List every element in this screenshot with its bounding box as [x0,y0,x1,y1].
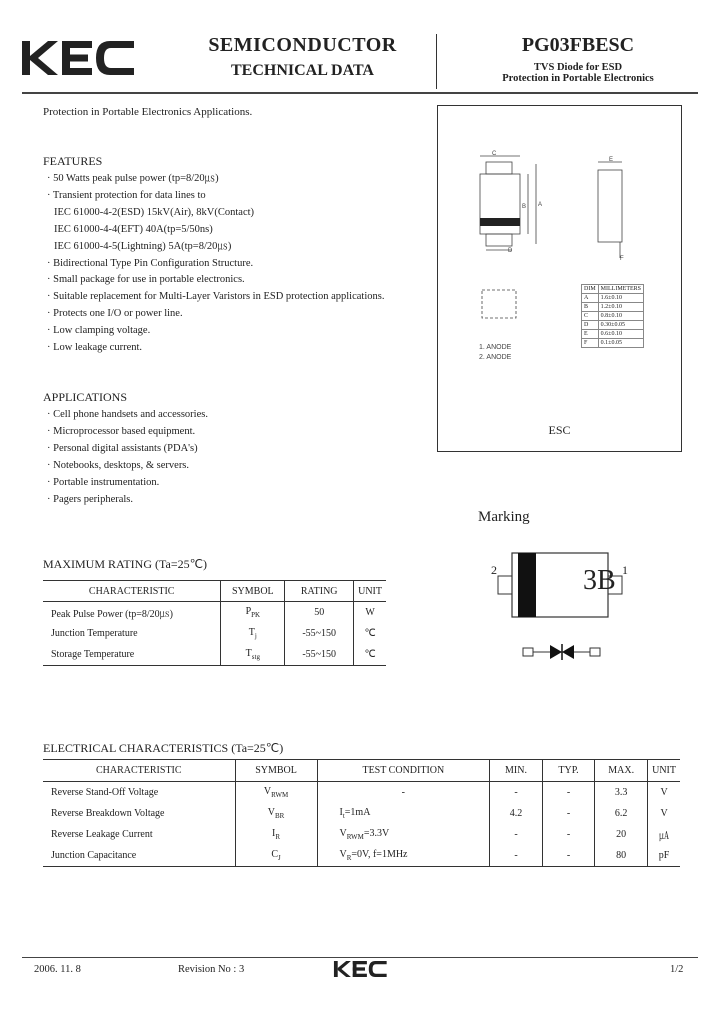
column-header: TEST CONDITION [317,760,490,782]
cell-symbol [235,803,317,824]
column-header: MAX. [595,760,648,782]
cell-min: - [490,845,543,867]
dim-label-a: A [538,202,543,208]
column-header: CHARACTERISTIC [43,581,221,602]
dim-key: F [582,339,599,348]
elec-heading: ELECTRICAL CHARACTERISTICS (Ta=25℃) [43,741,284,755]
features-list [47,171,384,357]
cell-max: 80 [595,845,648,867]
dim-key: A [582,294,599,303]
feature-item: · 50 Watts peak pulse power (tp=8/20㎲) [47,173,219,184]
cell-characteristic: Storage Temperature [43,644,221,666]
package-name: ESC [548,423,571,437]
marking-pin-left: 2 [491,563,497,577]
condition-sub: t [342,812,345,820]
feature-item: · Bidirectional Type Pin Configuration Structure. [47,257,254,269]
dim-value: 0.30±0.05 [598,321,643,330]
header-rule [22,92,698,94]
cell-characteristic: Reverse Leakage Current [51,829,153,840]
table-header-row [43,760,680,782]
column-header: UNIT [648,760,680,782]
features-heading: FEATURES [43,154,103,168]
part-number: PG03FBESC [521,34,635,56]
dim-value: 1.2±0.10 [598,303,643,312]
symbol-sub: RWM [271,791,289,799]
cell-symbol [221,644,285,666]
cell-unit: pF [648,845,680,867]
feature-item: · Low leakage current. [47,342,143,354]
symbol-sub: J [278,854,281,862]
feature-item: IEC 61000-4-4(EFT) 40A(tp=5/50ns) [54,223,213,235]
dim-label-d: D [508,248,513,254]
dim-label-e: E [609,157,614,163]
table-row [43,623,386,644]
cell-max: 3.3 [595,782,648,804]
cell-characteristic: Reverse Stand-Off Voltage [51,787,159,798]
condition-rest: =1mA [344,807,371,818]
condition-rest: =3.3V [363,828,390,839]
footer-date: 2006. 11. 8 [34,964,81,975]
feature-item: · Transient protection for data lines to [47,189,206,201]
max-rating-table [43,580,386,666]
symbol-main: V [263,786,272,797]
dim-label-f: F [620,256,624,262]
symbol-sub: BR [274,812,285,820]
footer-page: 1/2 [670,964,684,975]
footer-rule [22,957,698,958]
applications-heading: APPLICATIONS [43,390,128,404]
header-divider [436,34,437,89]
feature-item: · Protects one I/O or power line. [47,308,183,320]
application-item: · Cell phone handsets and accessories. [47,409,208,420]
application-item: · Personal digital assistants (PDA's) [47,442,198,454]
column-header: RATING [285,581,354,602]
cell-rating: -55~150 [285,623,354,644]
table-row [43,602,386,624]
feature-item: · Small package for use in portable electronics. [47,274,245,286]
cell-min: - [490,782,543,804]
header-subtitle: TECHNICAL DATA [231,62,374,79]
symbol-sub: stg [251,653,260,661]
kec-logo [22,38,137,80]
cell-characteristic: Reverse Breakdown Voltage [51,808,165,819]
feature-item: · Low clamping voltage. [47,325,151,337]
pin-legend [479,343,511,363]
cell-condition [317,845,490,867]
cell-unit: ℃ [354,644,386,666]
cell-max: 20 [595,824,648,845]
dim-header: MILLIMETERS [598,285,643,294]
column-header: SYMBOL [221,581,285,602]
cell-symbol [221,602,285,624]
footer-kec-logo [333,961,389,977]
column-header: CHARACTERISTIC [43,760,235,782]
pin-1-label: 1. ANODE [479,344,512,351]
table-row [43,824,680,845]
cell-characteristic: Junction Temperature [51,628,138,639]
part-description [446,62,710,84]
marking-heading: Marking [478,509,530,525]
header-title: SEMICONDUCTOR [208,34,397,56]
symbol-main: T [248,627,255,638]
pin-2-label: 2. ANODE [479,354,512,361]
cell-unit: W [354,602,386,624]
symbol-main: C [271,849,278,860]
cell-rating: -55~150 [285,644,354,666]
dim-value: 0.8±0.10 [598,312,643,321]
column-header: SYMBOL [235,760,317,782]
dim-value: 0.1±0.05 [598,339,643,348]
condition-rest: =0V, f=1MHz [351,849,408,860]
symbol-sub: j [254,632,257,640]
condition-main: V [339,849,347,860]
table-row [43,845,680,867]
feature-item: IEC 61000-4-2(ESD) 15kV(Air), 8kV(Contact) [54,206,255,218]
footer-revision: Revision No : 3 [178,964,245,975]
feature-item: · Suitable replacement for Multi-Layer Varistors in ESD protection applications. [47,291,385,303]
dim-key: C [582,312,599,321]
cell-symbol [235,845,317,867]
column-header: TYP. [542,760,594,782]
intro-text: Protection in Portable Electronics Applications. [43,106,253,118]
application-item: · Portable instrumentation. [47,476,160,488]
table-row [43,644,386,666]
cell-max: 6.2 [595,803,648,824]
condition-main: I [339,807,343,818]
symbol-main: V [267,807,275,818]
marking-pin-right: 1 [622,563,628,577]
cell-unit: V [648,782,680,804]
cell-min: 4.2 [490,803,543,824]
cell-unit: V [648,803,680,824]
dimension-table [581,284,644,348]
cell-symbol [235,782,317,804]
dim-value: 0.6±0.10 [598,330,643,339]
cell-symbol [221,623,285,644]
part-desc-line-2: Protection in Portable Electronics [502,73,654,84]
application-item: · Notebooks, desktops, & servers. [47,459,190,471]
dim-header: DIM [582,285,599,294]
cell-unit: ㎂ [648,824,680,845]
cell-characteristic: Peak Pulse Power (tp=8/20㎲) [51,609,174,620]
column-header: UNIT [354,581,386,602]
cell-typ: - [542,845,594,867]
table-row [43,803,680,824]
table-header-row [43,581,386,602]
marking-code: 3B [583,565,616,596]
application-item: · Pagers peripherals. [47,493,134,505]
dim-key: E [582,330,599,339]
dim-label-b: B [522,204,527,210]
cell-typ: - [542,824,594,845]
condition-sub: R [346,854,352,862]
cell-characteristic: Junction Capacitance [43,845,235,867]
dim-key: B [582,303,599,312]
cell-condition: - [317,782,490,804]
symbol-sub: R [275,833,281,841]
column-header: MIN. [490,760,543,782]
application-item: · Microprocessor based equipment. [47,425,196,437]
part-desc-line-1: TVS Diode for ESD [533,62,623,73]
cell-unit: ℃ [354,623,386,644]
condition-sub: RWM [346,833,364,841]
cell-symbol [235,824,317,845]
applications-list [47,407,208,508]
table-row [43,782,680,804]
cell-min: - [490,824,543,845]
elec-characteristics-table [43,759,680,867]
cell-rating: 50 [285,602,354,624]
condition-main: V [339,828,347,839]
symbol-main: I [272,828,276,839]
symbol-sub: PK [251,611,261,619]
symbol-main: T [245,648,252,659]
max-rating-heading: MAXIMUM RATING (Ta=25℃) [43,557,208,571]
cell-typ: - [542,782,594,804]
dim-label-c: C [492,151,497,157]
feature-item: IEC 61000-4-5(Lightning) 5A(tp=8/20㎲) [54,240,232,252]
dim-value: 1.6±0.10 [598,294,643,303]
symbol-main: P [245,606,252,617]
cell-condition [317,824,490,845]
cell-condition [317,803,490,824]
cell-typ: - [542,803,594,824]
dim-key: D [582,321,599,330]
